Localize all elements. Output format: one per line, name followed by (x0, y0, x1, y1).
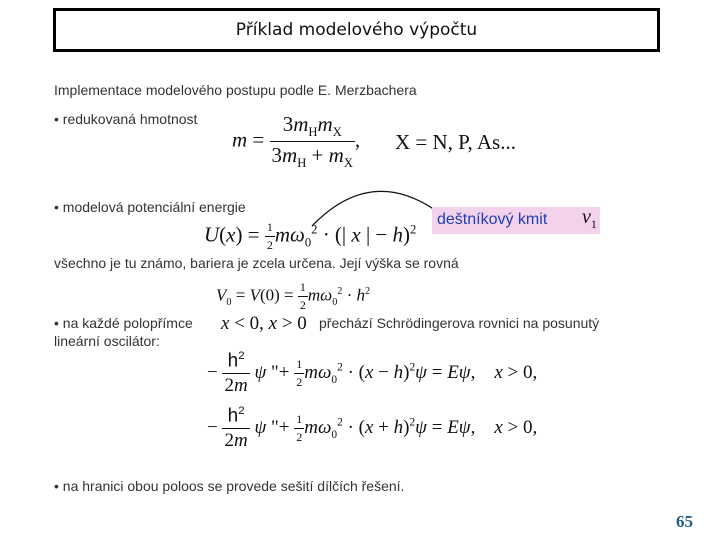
intro-text: Implementace modelového postupu podle E. Merzbachera (54, 82, 417, 98)
title-box (53, 8, 660, 52)
page-number: 65 (676, 512, 693, 531)
schrodinger-text: přechází Schrödingerova rovnici na posunutý (319, 315, 600, 331)
halfline-condition: x < 0, x > 0 (221, 313, 307, 334)
bullet-boundary: • na hranici obou poloos se provede sešití dílčích řešení. (54, 478, 405, 494)
barrier-height-formula: $V_0 = V(0)$ = $\frac{1}{2}$ $m\omega_0^2 \cdot h^2$ (216, 280, 371, 312)
bullet-halfline: • na každé polopřímce (54, 315, 193, 331)
barrier-known-text: všechno je tu známo, bariera je zcela určena. Její výška se rovná (54, 255, 459, 271)
oscillator-text: lineární oscilátor: (54, 333, 160, 349)
umbrella-mode-label: deštníkový kmit (437, 211, 548, 228)
reduced-mass-formula: m = $\frac{3m_Hm_X}{3m_H + m_X}$ , (232, 112, 361, 171)
bullet-potential-energy: • modelová potenciální energie (54, 199, 246, 215)
potential-formula: U(x) = $\frac{1}{2}$ $m\omega_0^2$ · (| x | − h)$^2$ (204, 220, 417, 252)
nu-symbol: $\nu_1$ (582, 206, 597, 231)
slide-title: Příklad modelového výpočtu (235, 20, 478, 40)
schrodinger-eq-right: − $\frac{h^2}{2m}$ ψ "+ $\frac{1}{2}$ $m\omega_0^2 \cdot (x + h)^2\psi = E\psi$, x > 0, (207, 405, 538, 452)
bullet-reduced-mass: • redukovaná hmotnost (54, 111, 198, 127)
schrodinger-eq-left: − $\frac{h^2}{2m}$ ψ "+ $\frac{1}{2}$ $m\omega_0^2 \cdot (x - h)^2\psi = E\psi$, x > 0, (207, 350, 538, 397)
atom-x-definition: X = N, P, As... (395, 130, 516, 154)
